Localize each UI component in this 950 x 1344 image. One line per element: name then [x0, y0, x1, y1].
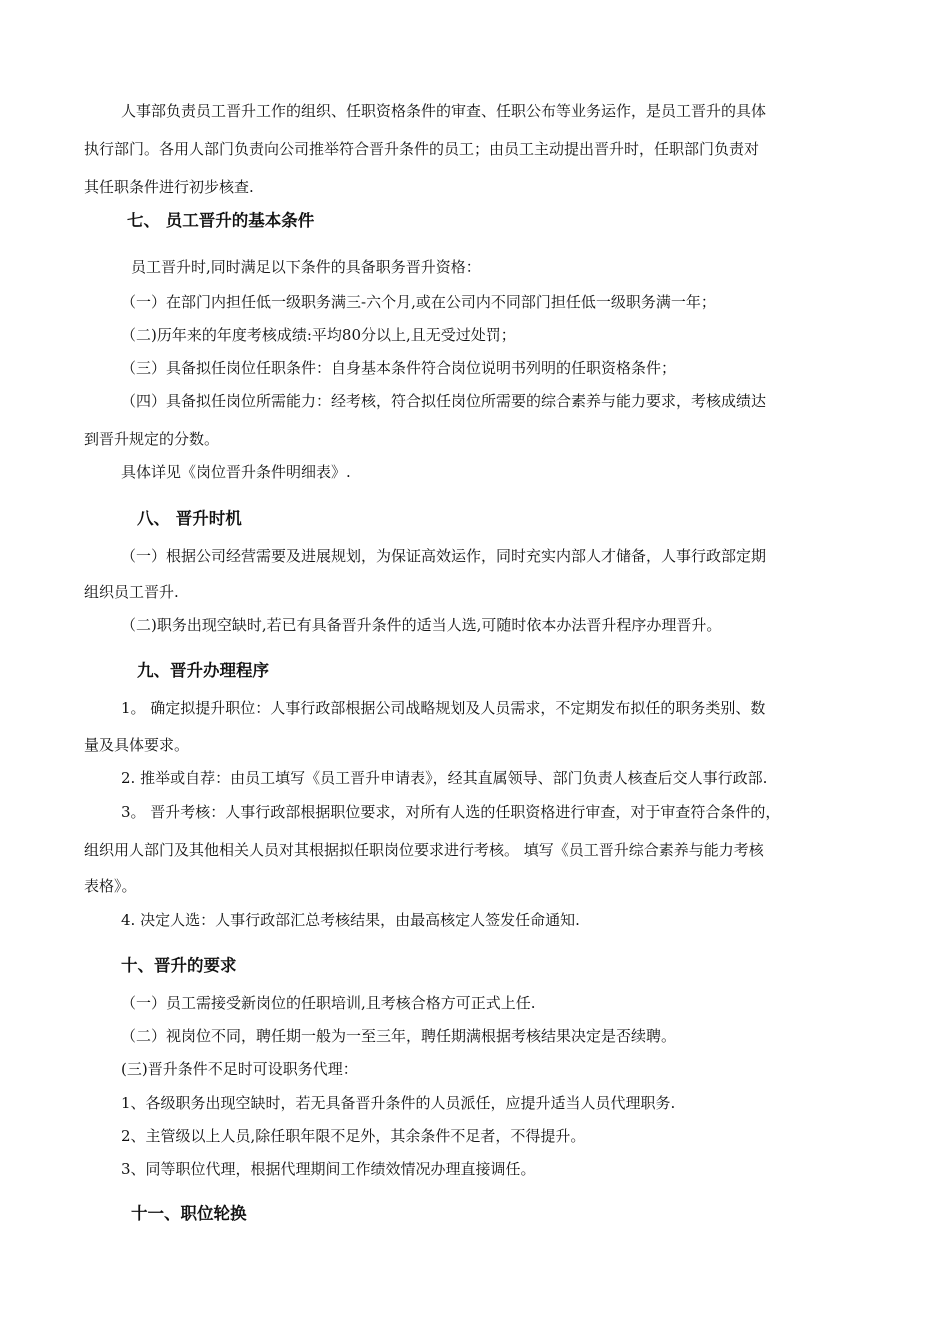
- section-8-item-2: （二)职务出现空缺时,若已有具备晋升条件的适当人选,可随时依本办法晋升程序办理晋升。: [121, 616, 722, 634]
- section-7-item-3: （三）具备拟任岗位任职条件：自身基本条件符合岗位说明书列明的任职资格条件；: [121, 359, 677, 377]
- section-7-lead: 员工晋升时,同时满足以下条件的具备职务晋升资格：: [131, 258, 481, 276]
- intro-line-1: 人事部负责员工晋升工作的组织、任职资格条件的审查、任职公布等业务运作，是员工晋升的具体: [121, 102, 767, 120]
- section-9-step-1-line-2: 量及具体要求。: [84, 736, 190, 754]
- section-9-step-2: 2. 推举或自荐：由员工填写《员工晋升申请表》，经其直属领导、部门负责人核查后交人事行政部.: [121, 769, 768, 787]
- section-9-step-3-line-1: 3。 晋升考核：人事行政部根据职位要求，对所有人选的任职资格进行审查，对于审查符合条件的，: [121, 803, 781, 821]
- section-7-item-2: （二)历年来的年度考核成绩:平均80分以上,且无受过处罚；: [121, 326, 516, 344]
- section-9-step-3-line-2: 组织用人部门及其他相关人员对其根据拟任职岗位要求进行考核。 填写《员工晋升综合素养与能力考核: [84, 841, 764, 859]
- section-10-heading: 十、晋升的要求: [121, 956, 237, 975]
- section-10-item-3: (三)晋升条件不足时可设职务代理：: [121, 1060, 358, 1078]
- section-10-sub-2: 2、主管级以上人员,除任职年限不足外，其余条件不足者，不得提升。: [121, 1127, 586, 1145]
- section-7-item-4-line-2: 到晋升规定的分数。: [84, 430, 220, 448]
- section-8-item-1-line-2: 组织员工晋升.: [84, 583, 179, 601]
- section-10-sub-3: 3、同等职位代理，根据代理期间工作绩效情况办理直接调任。: [121, 1160, 536, 1178]
- section-9-step-3-line-3: 表格》。: [84, 877, 137, 895]
- section-11-heading: 十一、职位轮换: [131, 1204, 247, 1223]
- section-10-sub-1: 1、各级职务出现空缺时，若无具备晋升条件的人员派任，应提升适当人员代理职务.: [121, 1094, 676, 1112]
- section-7-heading: 七、 员工晋升的基本条件: [127, 211, 315, 230]
- section-7-item-4-line-1: （四）具备拟任岗位所需能力：经考核，符合拟任岗位所需要的综合素养与能力要求，考核成绩达: [121, 392, 767, 410]
- section-9-step-4: 4. 决定人选：人事行政部汇总考核结果，由最高核定人签发任命通知.: [121, 911, 580, 929]
- section-9-step-1-line-1: 1。 确定拟提升职位：人事行政部根据公司战略规划及人员需求，不定期发布拟任的职务类别、数: [121, 699, 766, 717]
- section-7-note: 具体详见《岗位晋升条件明细表》.: [121, 463, 351, 481]
- section-9-heading: 九、晋升办理程序: [137, 661, 269, 680]
- section-8-item-1-line-1: （一）根据公司经营需要及进展规划，为保证高效运作，同时充实内部人才储备，人事行政部定期: [121, 547, 767, 565]
- intro-line-3: 其任职条件进行初步核查.: [84, 178, 254, 196]
- section-8-heading: 八、 晋升时机: [137, 509, 242, 528]
- section-7-item-1: （一）在部门内担任低一级职务满三-六个月,或在公司内不同部门担任低一级职务满一年；: [121, 293, 716, 311]
- section-10-item-2: （二）视岗位不同，聘任期一般为一至三年，聘任期满根据考核结果决定是否续聘。: [121, 1027, 677, 1045]
- section-10-item-1: （一）员工需接受新岗位的任职培训,且考核合格方可正式上任.: [121, 994, 536, 1012]
- intro-line-2: 执行部门。各用人部门负责向公司推举符合晋升条件的员工；由员工主动提出晋升时，任职部门负责对: [84, 140, 760, 158]
